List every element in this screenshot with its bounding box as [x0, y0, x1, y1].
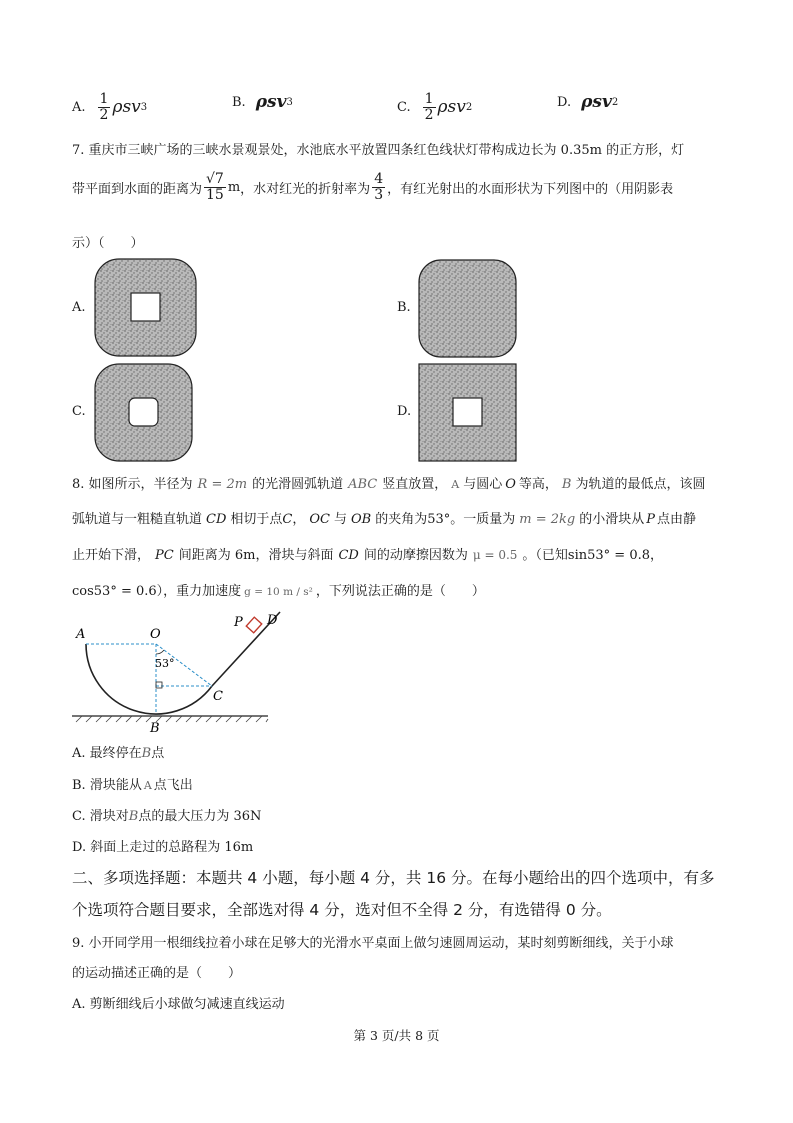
- q8-line3: 止开始下滑， PC 间距离为 6m，滑块与斜面 CD 间的动摩擦因数为 μ = 0.5 。（已知sin53° = 0.8，: [72, 548, 663, 563]
- q7-option-b-label[interactable]: B.: [397, 300, 411, 315]
- q7-option-a-figure[interactable]: [94, 258, 198, 358]
- q8-fig-label-c: C: [213, 689, 223, 704]
- q7-line3: 示）（ ）: [72, 236, 144, 251]
- q8-fig-label-p: P: [234, 615, 243, 630]
- q6-option-a-label: A.: [72, 99, 86, 115]
- q8-line1: 8. 如图所示，半径为 R = 2m 的光滑圆弧轨道 ABC 竖直放置， A 与圆心 O 等高， B 为轨道的最低点，该圆: [72, 477, 706, 492]
- q7-option-d-label[interactable]: D.: [397, 404, 412, 419]
- q7-option-c-label[interactable]: C.: [72, 404, 86, 419]
- q6-option-b[interactable]: B. ρsv 3: [232, 92, 293, 112]
- q7-refractive-index: $\frac{4}{3}$: [374, 171, 384, 203]
- q8-figure: [70, 606, 290, 740]
- q6-option-c[interactable]: C. $\frac{1}{2}$ ρsv 2: [397, 91, 473, 123]
- q7-distance-fraction: $\frac{√7}{15}$: [206, 171, 224, 203]
- q6-option-c-expr: ρsv: [437, 97, 466, 118]
- q6-option-a-fraction: $\frac{1}{2}$: [99, 91, 109, 123]
- q7-option-a-label[interactable]: A.: [72, 300, 86, 315]
- q6-option-b-label: B.: [232, 94, 246, 110]
- q8-fig-label-a: A: [76, 627, 86, 642]
- q6-option-d-expr: ρsv: [581, 92, 612, 112]
- q6-option-c-label: C.: [397, 99, 411, 115]
- q7-option-d-figure[interactable]: [418, 363, 518, 463]
- q8-option-b[interactable]: B. 滑块能从 A 点飞出: [72, 778, 193, 793]
- q9-line2: 的运动描述正确的是（ ）: [72, 966, 242, 981]
- q8-option-c[interactable]: C. 滑块对B点的最大压力为 36N: [72, 809, 262, 824]
- q6-option-b-expr: ρsv: [255, 92, 287, 112]
- q6-option-a[interactable]: A. $\frac{1}{2}$ ρsv 3: [72, 91, 148, 123]
- q6-option-a-expr: ρsv: [112, 97, 141, 118]
- q8-line4: cos53° = 0.6），重力加速度 g = 10 m / s² ，下列说法正确的是（ ）: [72, 584, 485, 599]
- q9-option-a[interactable]: A. 剪断细线后小球做匀减速直线运动: [72, 997, 285, 1012]
- q8-option-a[interactable]: A. 最终停在B点: [72, 746, 165, 761]
- q8-line2: 弧轨道与一粗糙直轨道 CD 相切于点C， OC 与 OB 的夹角为53°。一质量为 m = 2kg 的小滑块从 P 点由静: [72, 512, 697, 527]
- q7-option-c-figure[interactable]: [94, 363, 194, 463]
- q6-option-c-fraction: $\frac{1}{2}$: [424, 91, 434, 123]
- q6-option-d-label: D.: [557, 94, 572, 110]
- q8-fig-label-d: D: [267, 613, 278, 628]
- q7-line2: 带平面到水面的距离为 $\frac{√7}{15}$ m ，水对红光的折射率为 $\frac{4}{3}$ ，有红光射出的水面形状为下列图中的（用阴影表: [72, 171, 674, 203]
- q8-fig-label-o: O: [150, 627, 161, 642]
- q7-line1: 7. 重庆市三峡广场的三峡水景观景处，水池底水平放置四条红色线状灯带构成边长为 0.35m 的正方形，灯: [72, 143, 685, 158]
- q8-fig-angle: 53°: [155, 657, 175, 670]
- section2-heading-line2: 个选项符合题目要求，全部选对得 4 分，选对但不全得 2 分，有选错得 0 分。: [72, 901, 612, 919]
- q8-fig-label-b: B: [150, 721, 160, 736]
- q9-line1: 9. 小开同学用一根细线拉着小球在足够大的光滑水平桌面上做匀速圆周运动，某时刻剪断细线，关于小球: [72, 936, 674, 951]
- q8-option-d[interactable]: D. 斜面上走过的总路程为 16m: [72, 840, 254, 855]
- section2-heading-line1: 二、多项选择题：本题共 4 小题，每小题 4 分，共 16 分。在每小题给出的四个选项中，有多: [72, 869, 715, 887]
- q6-option-d[interactable]: D. ρsv 2: [557, 92, 619, 112]
- q7-option-b-figure[interactable]: [418, 259, 518, 359]
- page-footer: 第 3 页/共 8 页: [353, 1028, 440, 1043]
